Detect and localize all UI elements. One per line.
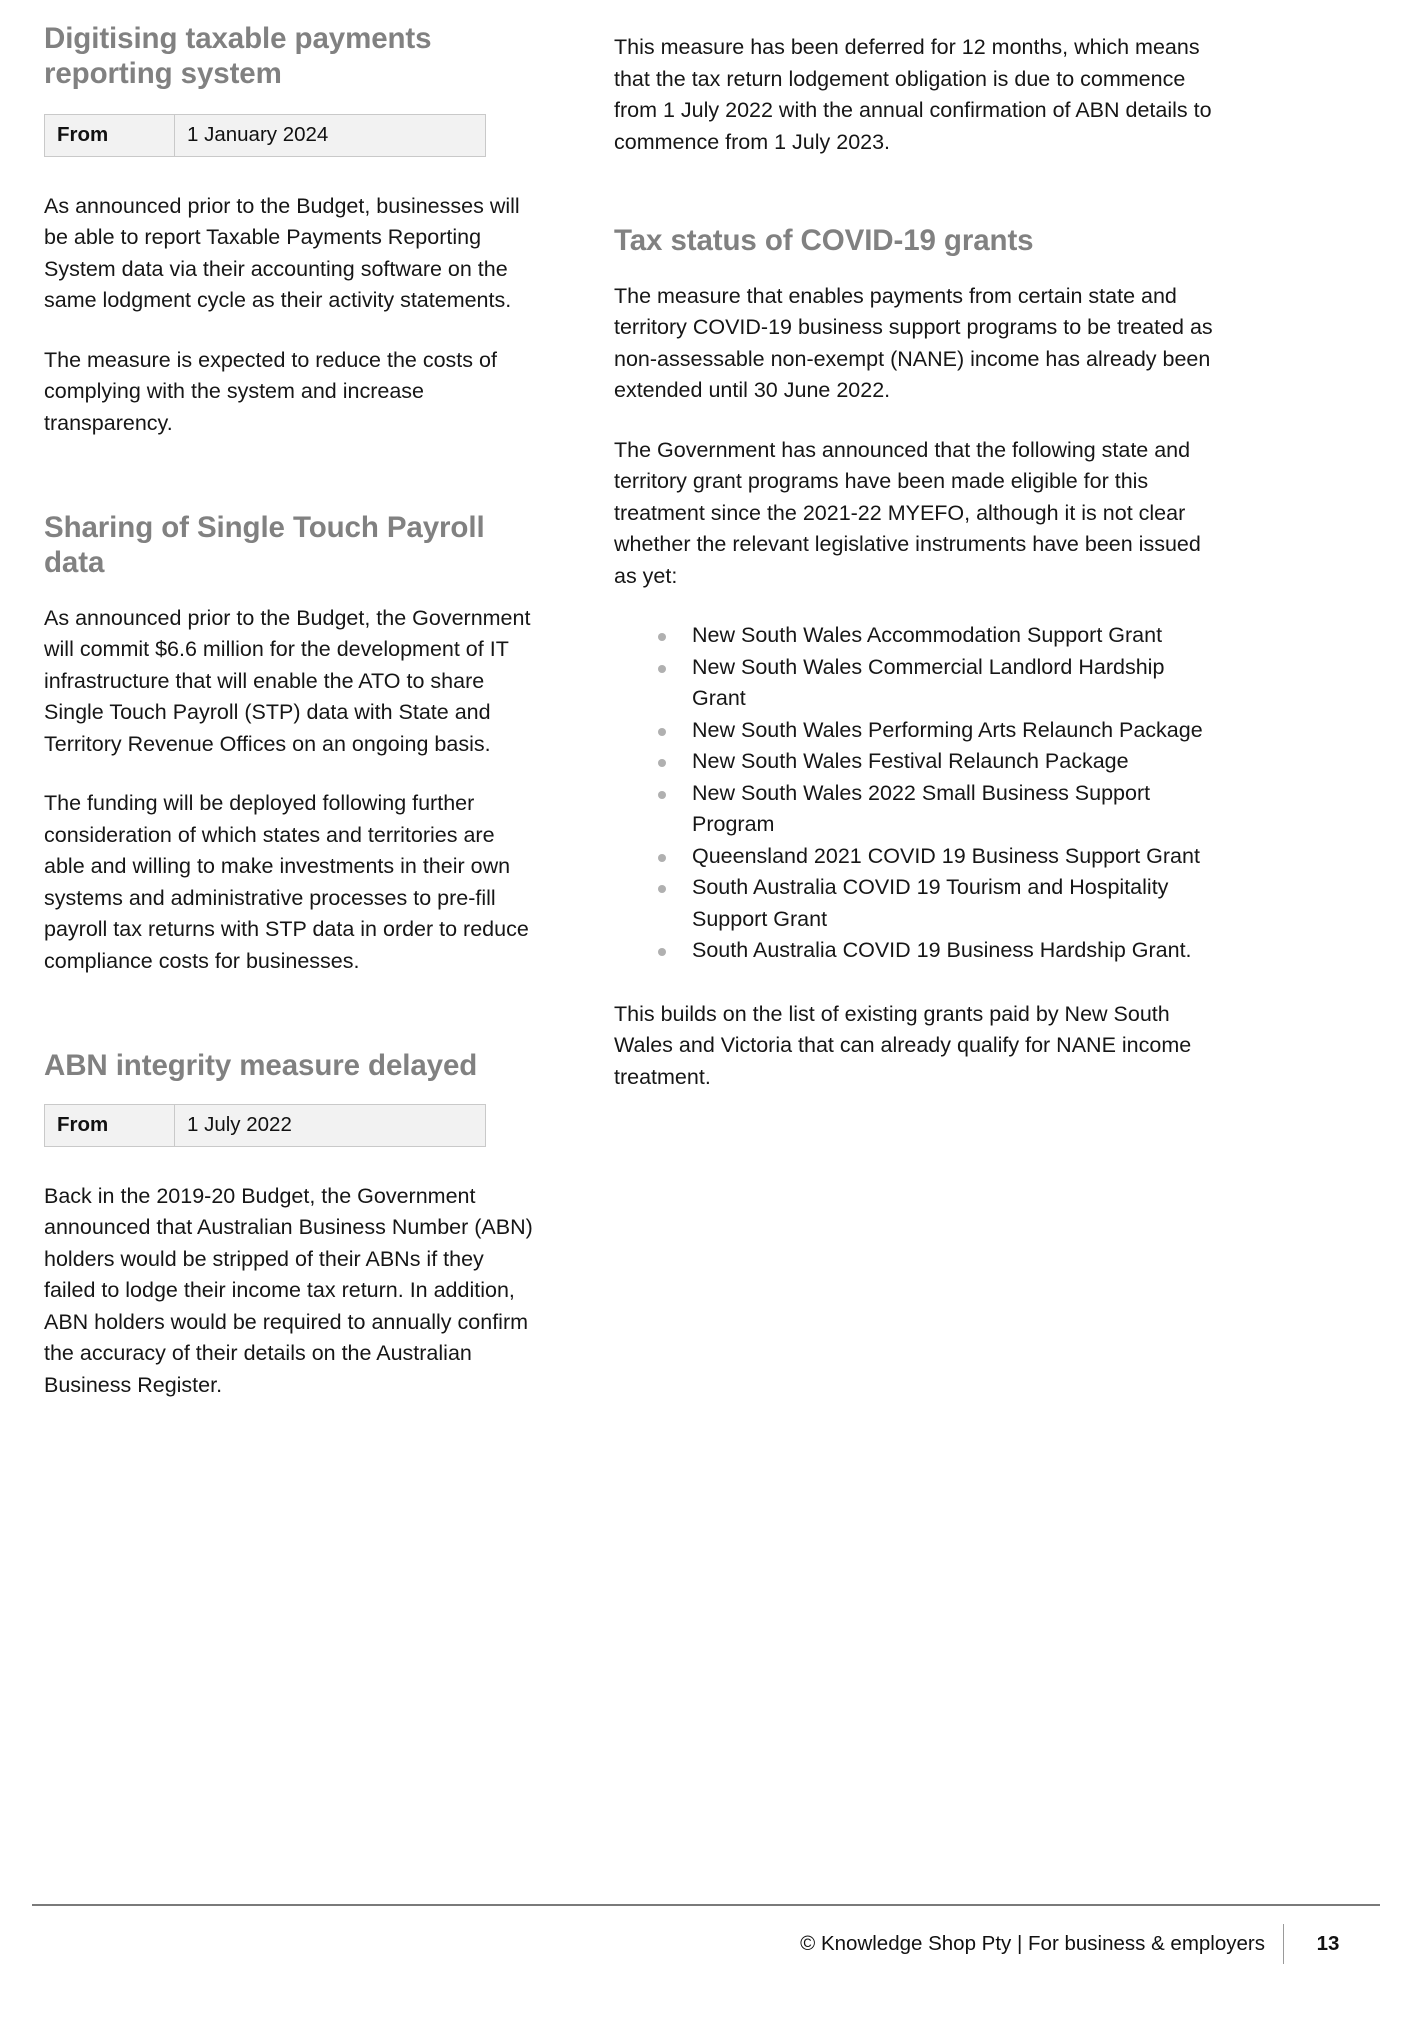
list-item-label: New South Wales 2022 Small Business Support Program bbox=[692, 780, 1151, 837]
list-item-label: Queensland 2021 COVID 19 Business Support Grant bbox=[692, 843, 1200, 868]
list-item bbox=[614, 778, 1220, 841]
page-number: 13 bbox=[1316, 1932, 1340, 1955]
list-item bbox=[614, 620, 1220, 652]
list-item-label: New South Wales Commercial Landlord Hardship Grant bbox=[692, 654, 1165, 711]
list-item bbox=[614, 652, 1220, 715]
heading-abn-integrity-measure-delayed: ABN integrity measure delayed bbox=[44, 1049, 478, 1083]
paragraph-stp-2: The funding will be deployed following further consideration of which states and territories are able and willing to make investments in their own systems and administrative processes to pre-fill payroll tax returns with STP data in order to reduce compliance costs for businesses. bbox=[44, 791, 529, 973]
paragraph-covid-2: The Government has announced that the following state and territory grant programs have been made eligible for this treatment since the 2021-22 MYEFO, although it is not clear whether the relevant legislative instruments have been issued as yet: bbox=[614, 437, 1201, 588]
from-value: 1 July 2022 bbox=[175, 1104, 486, 1146]
list-item bbox=[614, 935, 1220, 967]
paragraph-covid-closing: This builds on the list of existing grants paid by New South Wales and Victoria that can already qualify for NANE income treatment. bbox=[614, 1001, 1192, 1089]
spacer bbox=[44, 1005, 536, 1049]
from-value: 1 January 2024 bbox=[175, 114, 486, 156]
bullet-icon bbox=[658, 791, 666, 799]
table-row bbox=[45, 1104, 486, 1146]
from-label: From bbox=[45, 114, 175, 156]
bullet-icon bbox=[658, 728, 666, 736]
grant-programs-list bbox=[614, 620, 1220, 967]
paragraph-digitising-1: As announced prior to the Budget, businesses will be able to report Taxable Payments Reporting System data via their accounting software on the same lodgment cycle as their activity statements. bbox=[44, 193, 520, 313]
list-item-label: South Australia COVID 19 Tourism and Hospitality Support Grant bbox=[692, 875, 1169, 931]
paragraph-abn-1: Back in the 2019-20 Budget, the Government announced that Australian Business Number (ABN) holders would be stripped of their ABNs if they failed to lodge their income tax return. In addition, ABN holders would be required to annually confirm the accuracy of their details on the Australian Business Register. bbox=[44, 1183, 533, 1397]
list-item-label: New South Wales Accommodation Support Grant bbox=[692, 623, 1163, 648]
page-footer bbox=[0, 1900, 1410, 2040]
paragraph-stp-1: As announced prior to the Budget, the Government will commit $6.6 million for the development of IT infrastructure that will enable the ATO to share Single Touch Payroll (STP) data with State and Territory Revenue Offices on an ongoing basis. bbox=[44, 605, 531, 756]
footer-content bbox=[800, 1922, 1372, 1966]
from-label: From bbox=[45, 1104, 175, 1146]
list-item bbox=[614, 746, 1220, 778]
list-item-label: New South Wales Performing Arts Relaunch Package bbox=[692, 717, 1203, 742]
bullet-icon bbox=[658, 665, 666, 673]
heading-sharing-single-touch-payroll: Sharing of Single Touch Payroll data bbox=[44, 511, 485, 579]
list-item bbox=[614, 872, 1220, 935]
heading-digitising-taxable-payments: Digitising taxable payments reporting system bbox=[44, 22, 432, 90]
footer-divider-rule bbox=[32, 1904, 1380, 1906]
table-row bbox=[45, 114, 486, 156]
footer-credit-text: © Knowledge Shop Pty | For business & employers bbox=[800, 1932, 1265, 1955]
list-item bbox=[614, 841, 1220, 873]
bullet-icon bbox=[658, 759, 666, 767]
paragraph-digitising-2: The measure is expected to reduce the costs of complying with the system and increase transparency. bbox=[44, 347, 497, 435]
from-table-digitising bbox=[44, 114, 486, 157]
right-column bbox=[614, 22, 1220, 1900]
paragraph-abn-deferral: This measure has been deferred for 12 months, which means that the tax return lodgement obligation is due to commence from 1 July 2022 with the annual confirmation of ABN details to commence from 1 July 2023. bbox=[614, 35, 1212, 154]
paragraph-covid-1: The measure that enables payments from certain state and territory COVID-19 business support programs to be treated as non-assessable non-exempt (NANE) income has already been extended until 30 June 2022. bbox=[614, 283, 1213, 403]
bullet-icon bbox=[658, 948, 666, 956]
spacer bbox=[614, 186, 1220, 224]
list-item bbox=[614, 715, 1220, 747]
left-column bbox=[44, 22, 536, 1900]
list-item-label: New South Wales Festival Relaunch Package bbox=[692, 749, 1129, 774]
bullet-icon bbox=[658, 633, 666, 641]
bullet-icon bbox=[658, 885, 666, 893]
list-item-label: South Australia COVID 19 Business Hardship Grant. bbox=[692, 938, 1192, 963]
spacer bbox=[44, 467, 536, 511]
spacer bbox=[614, 967, 1220, 999]
from-table-abn bbox=[44, 1104, 486, 1147]
bullet-icon bbox=[658, 854, 666, 862]
heading-tax-status-covid-grants: Tax status of COVID-19 grants bbox=[614, 224, 1034, 257]
